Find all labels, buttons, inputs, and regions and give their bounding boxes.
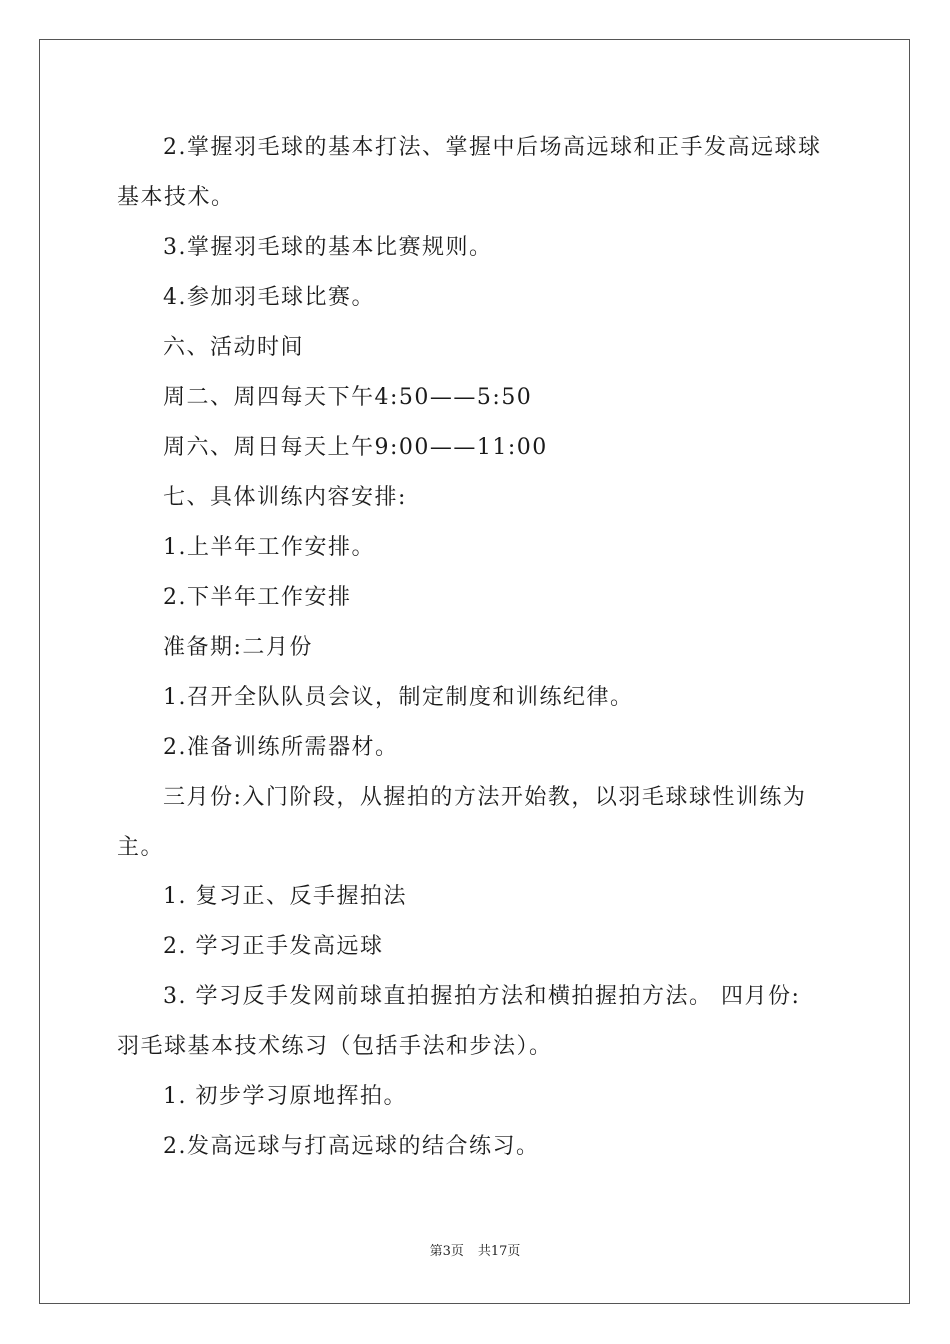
- text-line: 3.掌握羽毛球的基本比赛规则。: [163, 235, 493, 260]
- page-total: 共17页: [477, 1244, 521, 1259]
- text-line: 主。: [117, 835, 165, 860]
- section-heading: 七、具体训练内容安排:: [163, 485, 407, 510]
- text-line: 1.上半年工作安排。: [163, 535, 375, 560]
- page-footer: [0, 1243, 950, 1261]
- page-border: [39, 39, 910, 1304]
- page-number: 第3页: [429, 1244, 464, 1259]
- text-line: 3. 学习反手发网前球直拍握拍方法和横拍握拍方法。 四月份:: [163, 984, 801, 1009]
- text-line: 2.发高远球与打高远球的结合练习。: [163, 1134, 540, 1159]
- text-line: 三月份:入门阶段，从握拍的方法开始教，以羽毛球球性训练为: [163, 785, 807, 810]
- text-line: 1. 复习正、反手握拍法: [163, 884, 407, 909]
- text-line: 2.准备训练所需器材。: [163, 735, 399, 760]
- section-heading: 六、活动时间: [163, 335, 305, 360]
- text-line: 基本技术。: [117, 185, 235, 210]
- text-line: 1. 初步学习原地挥拍。: [163, 1084, 407, 1109]
- text-line: 周二、周四每天下午4:50——5:50: [163, 385, 533, 410]
- text-line: 2.掌握羽毛球的基本打法、掌握中后场高远球和正手发高远球球: [163, 135, 822, 160]
- text-line: 4.参加羽毛球比赛。: [163, 285, 375, 310]
- text-line: 羽毛球基本技术练习（包括手法和步法）。: [117, 1034, 553, 1059]
- text-line: 1.召开全队队员会议，制定制度和训练纪律。: [163, 685, 634, 710]
- text-line: 准备期:二月份: [163, 635, 313, 660]
- text-line: 2. 学习正手发高远球: [163, 934, 384, 959]
- text-line: 周六、周日每天上午9:00——11:00: [163, 435, 548, 460]
- text-line: 2.下半年工作安排: [163, 585, 352, 610]
